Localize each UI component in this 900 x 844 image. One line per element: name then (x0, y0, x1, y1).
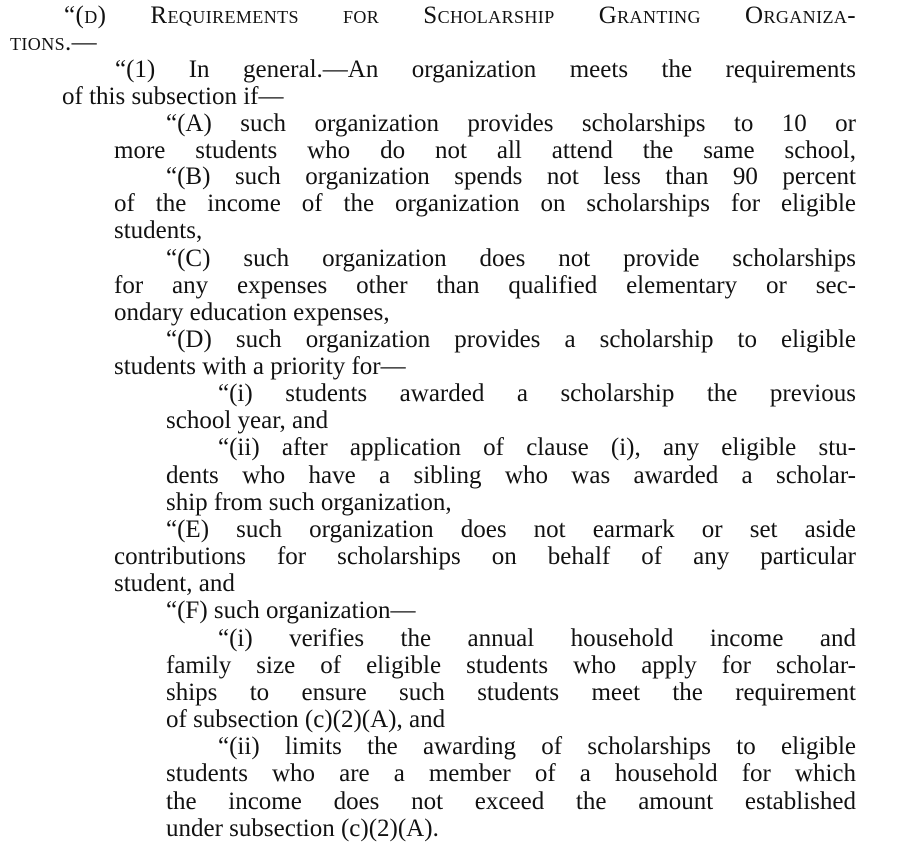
subparagraph-d-clause-i (0, 380, 900, 407)
subparagraph-f-clause-i (0, 625, 900, 652)
subparagraph-e-line2: contributions for scholarships on behalf of any particular (114, 543, 856, 570)
subparagraph-c-end (0, 299, 900, 326)
subparagraph-f-clause-i-line3: ships to ensure such students meet the requirement (166, 679, 856, 706)
subparagraph-e (0, 516, 900, 543)
subparagraph-a-continued (0, 137, 900, 164)
subparagraph-d-clause-i-line2: school year, and (166, 407, 329, 434)
paragraph-1-line1: “(1) In general.—An organization meets the requirements (115, 56, 856, 83)
subparagraph-f-clause-ii (0, 733, 900, 760)
subparagraph-b (0, 163, 900, 190)
subparagraph-f-clause-i-line2: family size of eligible students who apply for scholar- (166, 652, 856, 679)
paragraph-1-line2: of this subsection if— (62, 83, 284, 110)
subparagraph-f-line1: “(F) such organization— (166, 597, 416, 624)
subparagraph-a (0, 110, 900, 137)
subparagraph-d-clause-ii-continued (0, 462, 900, 489)
subparagraph-c (0, 245, 900, 272)
subparagraph-d-clause-ii-end (0, 489, 900, 516)
section-d-heading-continued (0, 29, 900, 56)
subparagraph-d-clause-i-continued (0, 407, 900, 434)
subparagraph-e-continued (0, 543, 900, 570)
subparagraph-d-continued (0, 353, 900, 380)
subparagraph-f-clause-ii-continued (0, 760, 900, 787)
subparagraph-b-continued (0, 190, 900, 217)
section-d-heading (0, 2, 900, 29)
subparagraph-a-line1: “(A) such organization provides scholarships to 10 or (166, 110, 856, 137)
subparagraph-d-clause-ii (0, 434, 900, 461)
subparagraph-e-line1: “(E) such organization does not earmark or set aside (166, 516, 856, 543)
subparagraph-c-line2: for any expenses other than qualified elementary or sec- (114, 272, 856, 299)
subparagraph-d-clause-i-line1: “(i) students awarded a scholarship the previous (218, 380, 856, 407)
subparagraph-f-clause-ii-line2: students who are a member of a household for which (166, 760, 856, 787)
paragraph-1 (0, 56, 900, 83)
subparagraph-f-clause-ii-line4: under subsection (c)(2)(A). (166, 815, 439, 842)
subparagraph-f-clause-ii-line3: the income does not exceed the amount established (166, 788, 856, 815)
subparagraph-c-line1: “(C) such organization does not provide scholarships (166, 245, 856, 272)
paragraph-1-continued (0, 83, 900, 110)
subparagraph-f-clause-i-line4: of subsection (c)(2)(A), and (166, 706, 446, 733)
subparagraph-b-line1: “(B) such organization spends not less than 90 percent (166, 163, 856, 190)
subparagraph-e-end (0, 570, 900, 597)
subparagraph-c-line3: ondary education expenses, (114, 299, 390, 326)
subparagraph-b-line2: of the income of the organization on scholarships for eligible (114, 190, 856, 217)
subparagraph-d (0, 326, 900, 353)
subparagraph-d-line2: students with a priority for— (114, 353, 406, 380)
subparagraph-a-line2: more students who do not all attend the same school, (114, 137, 856, 164)
subparagraph-f-clause-i-continued-2 (0, 679, 900, 706)
subparagraph-c-continued (0, 272, 900, 299)
subparagraph-b-end (0, 217, 900, 244)
subparagraph-f-clause-i-end (0, 706, 900, 733)
subparagraph-d-line1: “(D) such organization provides a scholarship to eligible (166, 326, 856, 353)
subparagraph-d-clause-ii-line2: dents who have a sibling who was awarded a scholar- (166, 462, 856, 489)
subparagraph-d-clause-ii-line3: ship from such organization, (166, 489, 452, 516)
subparagraph-f-clause-i-continued (0, 652, 900, 679)
subparagraph-d-clause-ii-line1: “(ii) after application of clause (i), any eligible stu- (218, 434, 856, 461)
subparagraph-f-clause-i-line1: “(i) verifies the annual household income and (218, 625, 856, 652)
subparagraph-f (0, 597, 900, 624)
subparagraph-f-clause-ii-end (0, 815, 900, 842)
subparagraph-e-line3: student, and (114, 570, 235, 597)
subparagraph-b-line3: students, (114, 217, 203, 244)
section-d-heading-line1: “(d) Requirements for Scholarship Granting Organiza- (64, 2, 856, 29)
subparagraph-f-clause-ii-line1: “(ii) limits the awarding of scholarships to eligible (218, 733, 856, 760)
subparagraph-f-clause-ii-continued-2 (0, 788, 900, 815)
section-d-heading-line2: tions.— (10, 29, 98, 56)
